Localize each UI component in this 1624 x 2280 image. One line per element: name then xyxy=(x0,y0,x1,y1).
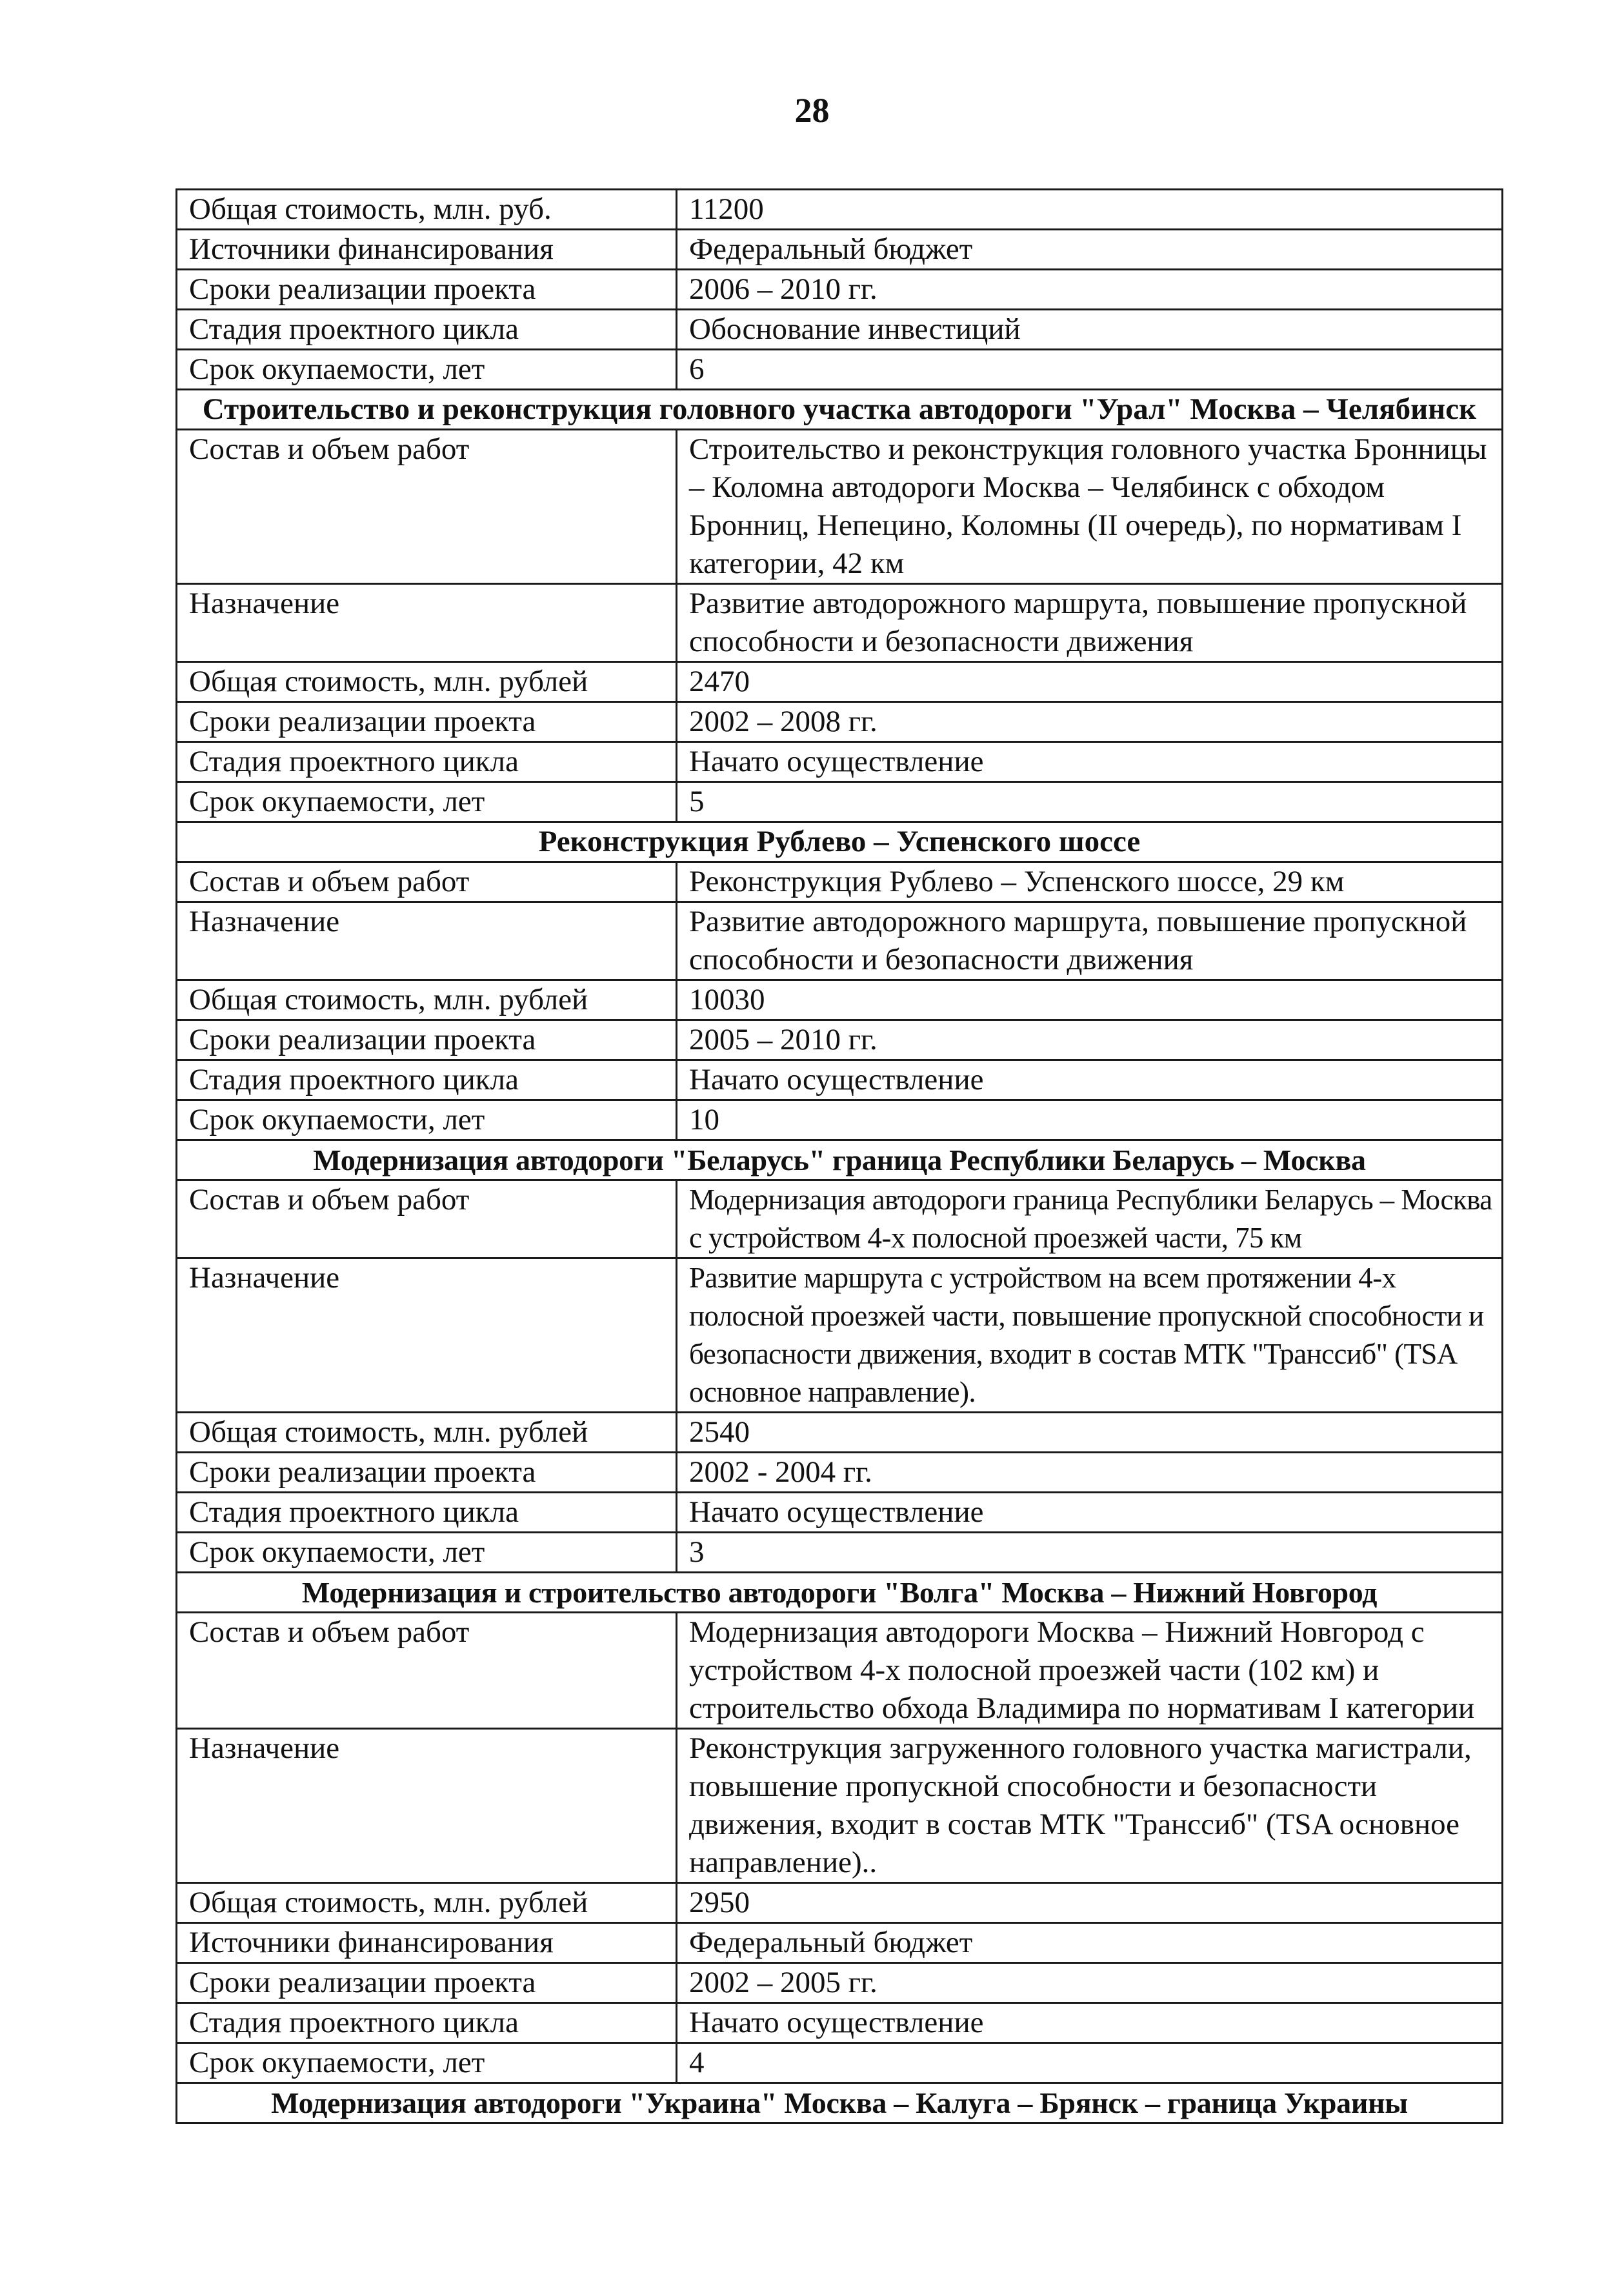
section-title: Реконструкция Рублево – Успенского шоссе xyxy=(177,822,1503,862)
row-label: Состав и объем работ xyxy=(177,430,677,584)
section-title: Строительство и реконструкция головного участка автодороги "Урал" Москва – Челябинск xyxy=(177,390,1503,430)
row-label: Назначение xyxy=(177,902,677,980)
section-title: Модернизация автодороги "Украина" Москва – Калуга – Брянск – граница Украины xyxy=(177,2083,1503,2123)
section-header-row xyxy=(177,822,1503,862)
table-row xyxy=(177,1613,1503,1729)
row-value: 3 xyxy=(677,1533,1503,1573)
row-value: Реконструкция загруженного головного участка магистрали, повышение пропускной способности и безопасности движения, входит в состав МТК "Транссиб" (TSA основное направление).. xyxy=(677,1729,1503,1883)
table-row xyxy=(177,230,1503,270)
table-row xyxy=(177,190,1503,230)
row-label: Источники финансирования xyxy=(177,1923,677,1963)
table-row xyxy=(177,662,1503,702)
row-label: Стадия проектного цикла xyxy=(177,1060,677,1100)
row-label: Сроки реализации проекта xyxy=(177,1963,677,2003)
row-label: Срок окупаемости, лет xyxy=(177,2043,677,2083)
row-value: 4 xyxy=(677,2043,1503,2083)
row-label: Срок окупаемости, лет xyxy=(177,350,677,390)
row-label: Стадия проектного цикла xyxy=(177,2003,677,2043)
row-value: Начато осуществление xyxy=(677,1493,1503,1533)
section-header-row xyxy=(177,1573,1503,1613)
table-row xyxy=(177,2003,1503,2043)
row-label: Срок окупаемости, лет xyxy=(177,1100,677,1140)
table-row xyxy=(177,862,1503,902)
table-row xyxy=(177,1060,1503,1100)
row-label: Срок окупаемости, лет xyxy=(177,1533,677,1573)
row-value: 2540 xyxy=(677,1413,1503,1453)
row-label: Состав и объем работ xyxy=(177,1613,677,1729)
row-value: Начато осуществление xyxy=(677,2003,1503,2043)
row-label: Назначение xyxy=(177,1258,677,1413)
table-row xyxy=(177,782,1503,822)
table-row xyxy=(177,980,1503,1020)
section-title: Модернизация и строительство автодороги "Волга" Москва – Нижний Новгород xyxy=(177,1573,1503,1613)
row-value: 6 xyxy=(677,350,1503,390)
row-label: Назначение xyxy=(177,584,677,662)
table-row xyxy=(177,1413,1503,1453)
row-value: Начато осуществление xyxy=(677,1060,1503,1100)
row-value: 2005 – 2010 гг. xyxy=(677,1020,1503,1060)
row-value: Развитие маршрута с устройством на всем протяжении 4-х полосной проезжей части, повышение пропускной способности и безопасности движения, входит в состав МТК "Транссиб" (TSA основное направление). xyxy=(677,1258,1503,1413)
row-label: Состав и объем работ xyxy=(177,1180,677,1258)
row-value: Начато осуществление xyxy=(677,742,1503,782)
page-number: 28 xyxy=(794,91,830,130)
row-value: 2002 – 2008 гг. xyxy=(677,702,1503,742)
section-header-row xyxy=(177,1140,1503,1180)
project-table xyxy=(175,188,1503,2124)
row-value: 2950 xyxy=(677,1883,1503,1923)
table-row xyxy=(177,1883,1503,1923)
row-value: Развитие автодорожного маршрута, повышение пропускной способности и безопасности движения xyxy=(677,584,1503,662)
row-value: 5 xyxy=(677,782,1503,822)
row-label: Общая стоимость, млн. рублей xyxy=(177,1883,677,1923)
row-label: Сроки реализации проекта xyxy=(177,270,677,310)
table-row xyxy=(177,1258,1503,1413)
table-row xyxy=(177,742,1503,782)
row-label: Общая стоимость, млн. рублей xyxy=(177,1413,677,1453)
row-label: Сроки реализации проекта xyxy=(177,702,677,742)
table-row xyxy=(177,1453,1503,1493)
row-value: Модернизация автодороги Москва – Нижний Новгород с устройством 4-х полосной проезжей части (102 км) и строительство обхода Владимира по нормативам I категории xyxy=(677,1613,1503,1729)
section-header-row xyxy=(177,2083,1503,2123)
row-value: Строительство и реконструкция головного участка Бронницы – Коломна автодороги Москва – Челябинск с обходом Бронниц, Непецино, Коломны (II очередь), по нормативам I категории, 42 км xyxy=(677,430,1503,584)
row-label: Стадия проектного цикла xyxy=(177,742,677,782)
row-label: Источники финансирования xyxy=(177,230,677,270)
row-label: Стадия проектного цикла xyxy=(177,310,677,350)
table-row xyxy=(177,1923,1503,1963)
table-row xyxy=(177,1729,1503,1883)
table-row xyxy=(177,1020,1503,1060)
table-row xyxy=(177,1180,1503,1258)
row-value: 2470 xyxy=(677,662,1503,702)
row-label: Сроки реализации проекта xyxy=(177,1453,677,1493)
table-row xyxy=(177,350,1503,390)
row-value: 2006 – 2010 гг. xyxy=(677,270,1503,310)
row-value: 10030 xyxy=(677,980,1503,1020)
row-label: Сроки реализации проекта xyxy=(177,1020,677,1060)
table-row xyxy=(177,430,1503,584)
table-row xyxy=(177,702,1503,742)
row-label: Стадия проектного цикла xyxy=(177,1493,677,1533)
table-row xyxy=(177,1533,1503,1573)
table-row xyxy=(177,310,1503,350)
row-label: Общая стоимость, млн. рублей xyxy=(177,662,677,702)
row-label: Общая стоимость, млн. руб. xyxy=(177,190,677,230)
row-value: Развитие автодорожного маршрута, повышение пропускной способности и безопасности движения xyxy=(677,902,1503,980)
table-row xyxy=(177,1963,1503,2003)
section-header-row xyxy=(177,390,1503,430)
table-row xyxy=(177,584,1503,662)
table-row xyxy=(177,2043,1503,2083)
row-label: Состав и объем работ xyxy=(177,862,677,902)
row-value: 11200 xyxy=(677,190,1503,230)
row-value: Федеральный бюджет xyxy=(677,1923,1503,1963)
row-value: Обоснование инвестиций xyxy=(677,310,1503,350)
row-value: Модернизация автодороги граница Республики Беларусь – Москва с устройством 4-х полосной проезжей части, 75 км xyxy=(677,1180,1503,1258)
table-row xyxy=(177,902,1503,980)
row-value: 2002 - 2004 гг. xyxy=(677,1453,1503,1493)
row-label: Срок окупаемости, лет xyxy=(177,782,677,822)
table-row xyxy=(177,1493,1503,1533)
table-row xyxy=(177,270,1503,310)
row-value: Федеральный бюджет xyxy=(677,230,1503,270)
section-title: Модернизация автодороги "Беларусь" граница Республики Беларусь – Москва xyxy=(177,1140,1503,1180)
row-label: Общая стоимость, млн. рублей xyxy=(177,980,677,1020)
row-value: 10 xyxy=(677,1100,1503,1140)
row-value: Реконструкция Рублево – Успенского шоссе, 29 км xyxy=(677,862,1503,902)
table-row xyxy=(177,1100,1503,1140)
row-label: Назначение xyxy=(177,1729,677,1883)
row-value: 2002 – 2005 гг. xyxy=(677,1963,1503,2003)
